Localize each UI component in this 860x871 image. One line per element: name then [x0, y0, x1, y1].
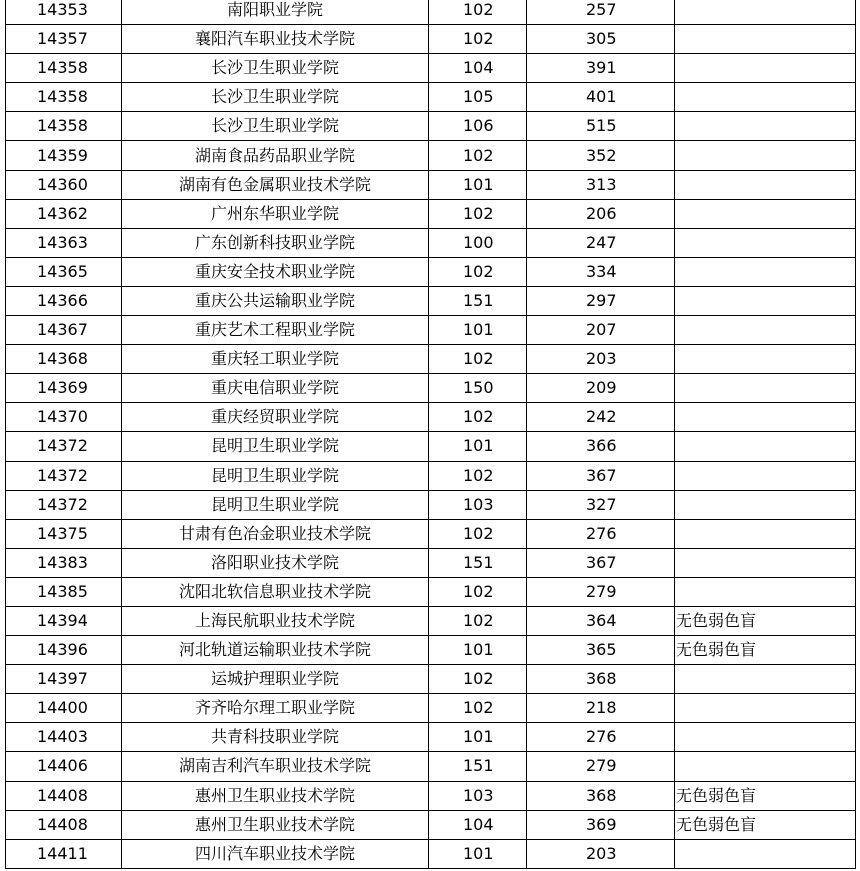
school-name-cell: 重庆轻工职业学院: [122, 345, 429, 374]
table-row: [6, 228, 856, 257]
min-score-cell: 206: [527, 199, 675, 228]
school-name-cell: 昆明卫生职业学院: [122, 461, 429, 490]
min-score-cell: 313: [527, 170, 675, 199]
admissions-table: [5, 0, 856, 869]
school-code-cell: 14403: [6, 723, 122, 752]
remark-cell: [675, 461, 856, 490]
school-name-cell: 惠州卫生职业技术学院: [122, 781, 429, 810]
table-row: [6, 636, 856, 665]
school-code-cell: 14369: [6, 374, 122, 403]
major-group-cell: 101: [429, 839, 527, 868]
remark-cell: [675, 723, 856, 752]
remark-cell: [675, 577, 856, 606]
school-code-cell: 14358: [6, 54, 122, 83]
school-name-cell: 重庆艺术工程职业学院: [122, 316, 429, 345]
min-score-cell: 242: [527, 403, 675, 432]
remark-cell: [675, 199, 856, 228]
school-name-cell: 沈阳北软信息职业技术学院: [122, 577, 429, 606]
table-row: [6, 257, 856, 286]
min-score-cell: 365: [527, 636, 675, 665]
major-group-cell: 151: [429, 286, 527, 315]
major-group-cell: 102: [429, 519, 527, 548]
major-group-cell: 103: [429, 490, 527, 519]
min-score-cell: 401: [527, 83, 675, 112]
table-row: [6, 723, 856, 752]
remark-cell: [675, 141, 856, 170]
major-group-cell: 101: [429, 723, 527, 752]
remark-cell: [675, 694, 856, 723]
remark-cell: [675, 25, 856, 54]
min-score-cell: 257: [527, 0, 675, 25]
remark-cell: [675, 316, 856, 345]
min-score-cell: 368: [527, 781, 675, 810]
table-row: [6, 286, 856, 315]
school-name-cell: 洛阳职业技术学院: [122, 548, 429, 577]
table-row: [6, 694, 856, 723]
admissions-table-container: [5, 0, 855, 869]
school-name-cell: 长沙卫生职业学院: [122, 54, 429, 83]
school-name-cell: 南阳职业学院: [122, 0, 429, 25]
table-row: [6, 345, 856, 374]
table-row: [6, 577, 856, 606]
school-name-cell: 襄阳汽车职业技术学院: [122, 25, 429, 54]
remark-cell: 无色弱色盲: [675, 781, 856, 810]
remark-cell: [675, 519, 856, 548]
school-code-cell: 14408: [6, 781, 122, 810]
school-code-cell: 14370: [6, 403, 122, 432]
min-score-cell: 279: [527, 752, 675, 781]
school-name-cell: 共青科技职业学院: [122, 723, 429, 752]
remark-cell: [675, 374, 856, 403]
school-code-cell: 14397: [6, 665, 122, 694]
major-group-cell: 102: [429, 345, 527, 374]
min-score-cell: 515: [527, 112, 675, 141]
remark-cell: [675, 345, 856, 374]
school-code-cell: 14375: [6, 519, 122, 548]
school-name-cell: 运城护理职业学院: [122, 665, 429, 694]
remark-cell: 无色弱色盲: [675, 810, 856, 839]
table-row: [6, 25, 856, 54]
table-row: [6, 432, 856, 461]
min-score-cell: 276: [527, 519, 675, 548]
min-score-cell: 279: [527, 577, 675, 606]
min-score-cell: 367: [527, 548, 675, 577]
table-row: [6, 548, 856, 577]
school-code-cell: 14408: [6, 810, 122, 839]
major-group-cell: 102: [429, 694, 527, 723]
major-group-cell: 102: [429, 141, 527, 170]
school-name-cell: 重庆安全技术职业学院: [122, 257, 429, 286]
remark-cell: [675, 83, 856, 112]
min-score-cell: 203: [527, 345, 675, 374]
min-score-cell: 368: [527, 665, 675, 694]
major-group-cell: 103: [429, 781, 527, 810]
table-row: [6, 316, 856, 345]
major-group-cell: 150: [429, 374, 527, 403]
school-name-cell: 惠州卫生职业技术学院: [122, 810, 429, 839]
school-code-cell: 14366: [6, 286, 122, 315]
min-score-cell: 247: [527, 228, 675, 257]
table-row: [6, 199, 856, 228]
major-group-cell: 102: [429, 606, 527, 635]
major-group-cell: 104: [429, 810, 527, 839]
school-code-cell: 14372: [6, 490, 122, 519]
min-score-cell: 203: [527, 839, 675, 868]
school-code-cell: 14396: [6, 636, 122, 665]
remark-cell: 无色弱色盲: [675, 606, 856, 635]
major-group-cell: 151: [429, 752, 527, 781]
major-group-cell: 102: [429, 199, 527, 228]
table-row: [6, 403, 856, 432]
major-group-cell: 102: [429, 577, 527, 606]
school-name-cell: 河北轨道运输职业技术学院: [122, 636, 429, 665]
remark-cell: [675, 112, 856, 141]
table-body: [6, 0, 856, 868]
remark-cell: [675, 490, 856, 519]
remark-cell: [675, 257, 856, 286]
table-row: [6, 752, 856, 781]
major-group-cell: 100: [429, 228, 527, 257]
remark-cell: [675, 0, 856, 25]
major-group-cell: 101: [429, 432, 527, 461]
school-name-cell: 广州东华职业学院: [122, 199, 429, 228]
school-code-cell: 14362: [6, 199, 122, 228]
school-code-cell: 14368: [6, 345, 122, 374]
table-row: [6, 83, 856, 112]
school-code-cell: 14360: [6, 170, 122, 199]
min-score-cell: 364: [527, 606, 675, 635]
remark-cell: [675, 665, 856, 694]
school-name-cell: 甘肃有色冶金职业技术学院: [122, 519, 429, 548]
school-name-cell: 昆明卫生职业学院: [122, 490, 429, 519]
school-name-cell: 湖南食品药品职业学院: [122, 141, 429, 170]
min-score-cell: 207: [527, 316, 675, 345]
school-name-cell: 广东创新科技职业学院: [122, 228, 429, 257]
table-row: [6, 170, 856, 199]
remark-cell: 无色弱色盲: [675, 636, 856, 665]
table-row: [6, 141, 856, 170]
school-code-cell: 14359: [6, 141, 122, 170]
remark-cell: [675, 228, 856, 257]
table-row: [6, 665, 856, 694]
remark-cell: [675, 548, 856, 577]
remark-cell: [675, 286, 856, 315]
school-name-cell: 湖南吉利汽车职业技术学院: [122, 752, 429, 781]
min-score-cell: 297: [527, 286, 675, 315]
school-code-cell: 14367: [6, 316, 122, 345]
min-score-cell: 367: [527, 461, 675, 490]
school-name-cell: 昆明卫生职业学院: [122, 432, 429, 461]
min-score-cell: 391: [527, 54, 675, 83]
min-score-cell: 209: [527, 374, 675, 403]
school-code-cell: 14383: [6, 548, 122, 577]
school-code-cell: 14358: [6, 83, 122, 112]
school-code-cell: 14372: [6, 461, 122, 490]
major-group-cell: 102: [429, 257, 527, 286]
major-group-cell: 102: [429, 461, 527, 490]
school-name-cell: 齐齐哈尔理工职业学院: [122, 694, 429, 723]
school-code-cell: 14406: [6, 752, 122, 781]
school-name-cell: 四川汽车职业技术学院: [122, 839, 429, 868]
school-name-cell: 上海民航职业技术学院: [122, 606, 429, 635]
major-group-cell: 102: [429, 0, 527, 25]
major-group-cell: 102: [429, 665, 527, 694]
school-name-cell: 重庆经贸职业学院: [122, 403, 429, 432]
table-row: [6, 606, 856, 635]
min-score-cell: 352: [527, 141, 675, 170]
school-code-cell: 14372: [6, 432, 122, 461]
major-group-cell: 101: [429, 170, 527, 199]
table-row: [6, 839, 856, 868]
min-score-cell: 327: [527, 490, 675, 519]
school-code-cell: 14400: [6, 694, 122, 723]
major-group-cell: 101: [429, 316, 527, 345]
school-code-cell: 14385: [6, 577, 122, 606]
min-score-cell: 369: [527, 810, 675, 839]
school-name-cell: 长沙卫生职业学院: [122, 83, 429, 112]
min-score-cell: 218: [527, 694, 675, 723]
school-code-cell: 14353: [6, 0, 122, 25]
school-code-cell: 14357: [6, 25, 122, 54]
remark-cell: [675, 170, 856, 199]
min-score-cell: 334: [527, 257, 675, 286]
remark-cell: [675, 432, 856, 461]
school-code-cell: 14363: [6, 228, 122, 257]
table-row: [6, 490, 856, 519]
remark-cell: [675, 752, 856, 781]
table-row: [6, 112, 856, 141]
school-code-cell: 14394: [6, 606, 122, 635]
remark-cell: [675, 839, 856, 868]
school-name-cell: 长沙卫生职业学院: [122, 112, 429, 141]
min-score-cell: 366: [527, 432, 675, 461]
table-row: [6, 781, 856, 810]
major-group-cell: 102: [429, 403, 527, 432]
table-row: [6, 0, 856, 25]
min-score-cell: 305: [527, 25, 675, 54]
school-name-cell: 重庆公共运输职业学院: [122, 286, 429, 315]
school-name-cell: 湖南有色金属职业技术学院: [122, 170, 429, 199]
min-score-cell: 276: [527, 723, 675, 752]
school-code-cell: 14365: [6, 257, 122, 286]
table-row: [6, 54, 856, 83]
school-name-cell: 重庆电信职业学院: [122, 374, 429, 403]
major-group-cell: 151: [429, 548, 527, 577]
remark-cell: [675, 403, 856, 432]
major-group-cell: 106: [429, 112, 527, 141]
major-group-cell: 105: [429, 83, 527, 112]
major-group-cell: 102: [429, 25, 527, 54]
table-row: [6, 519, 856, 548]
table-row: [6, 810, 856, 839]
school-code-cell: 14411: [6, 839, 122, 868]
table-row: [6, 374, 856, 403]
remark-cell: [675, 54, 856, 83]
school-code-cell: 14358: [6, 112, 122, 141]
table-row: [6, 461, 856, 490]
major-group-cell: 101: [429, 636, 527, 665]
major-group-cell: 104: [429, 54, 527, 83]
